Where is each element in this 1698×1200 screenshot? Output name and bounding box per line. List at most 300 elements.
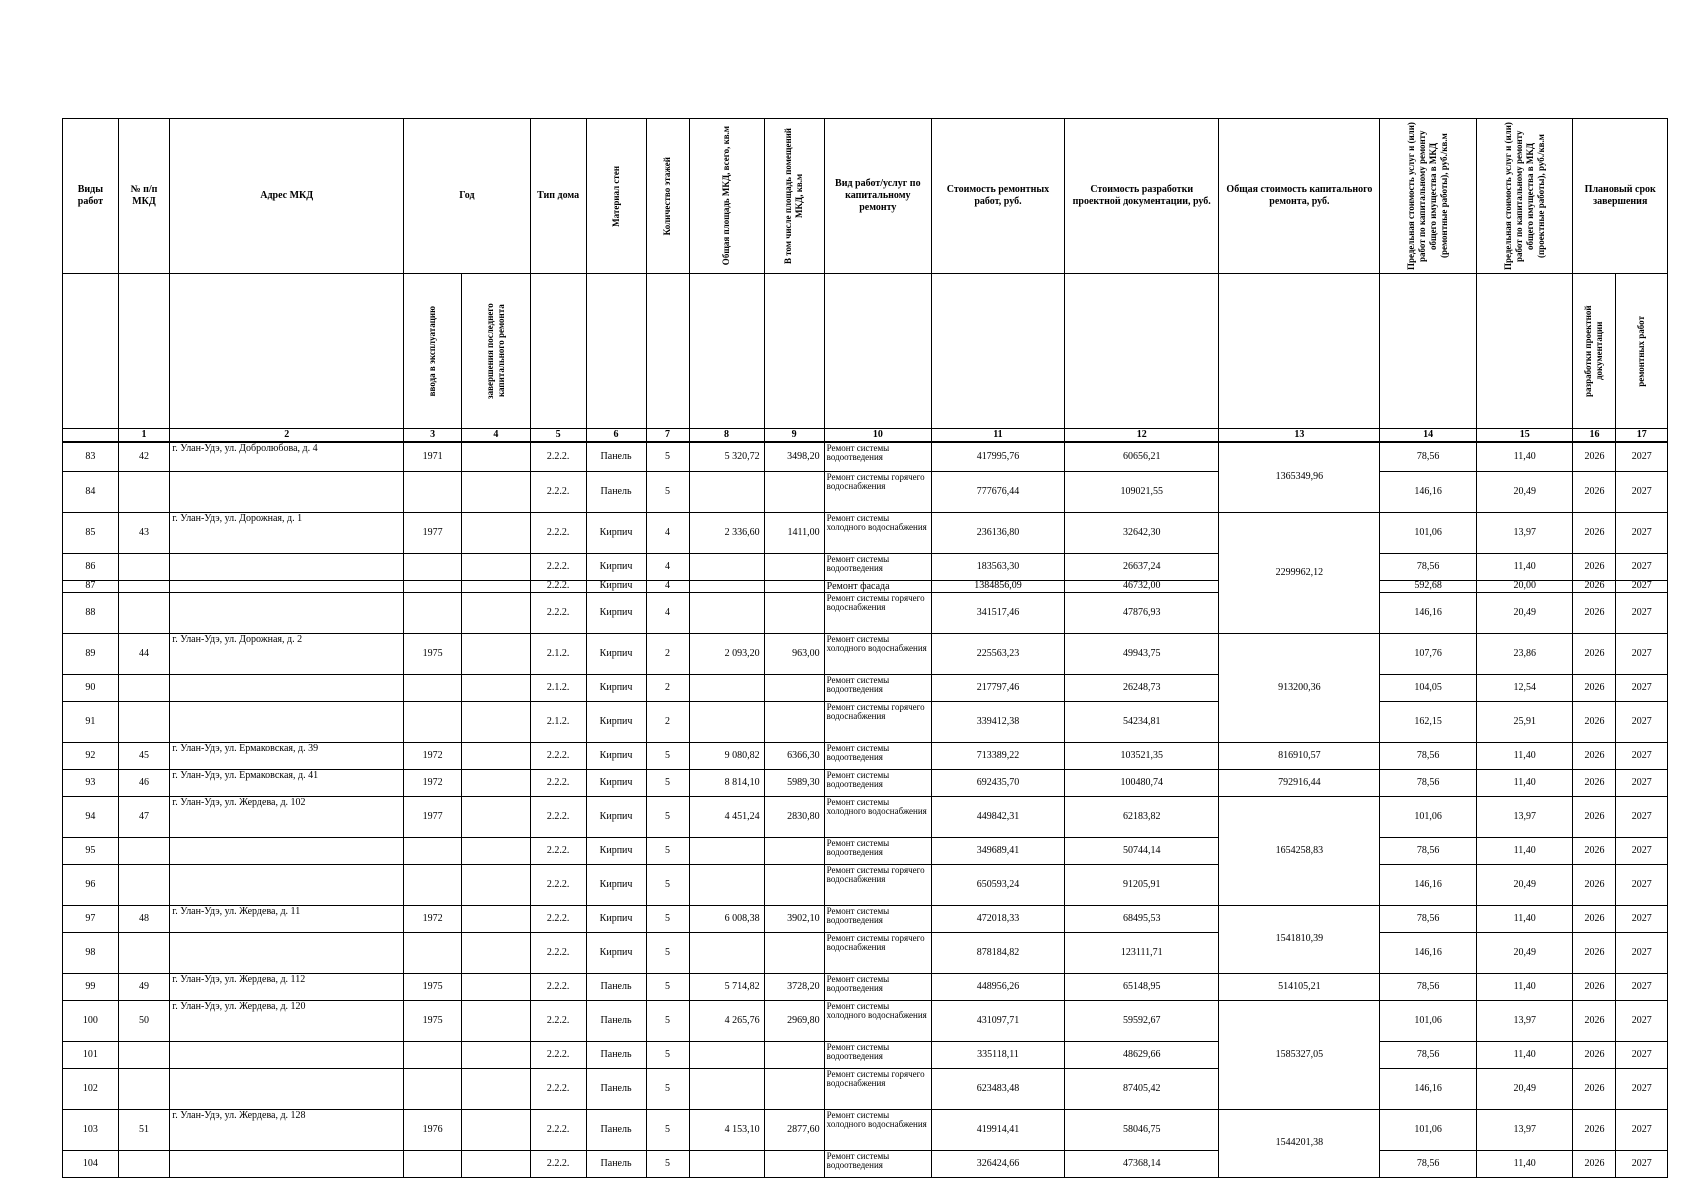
cell-year-last-repair — [462, 1150, 531, 1177]
cell-mkd-number — [118, 471, 169, 512]
cell-limit-repair: 78,56 — [1380, 1041, 1477, 1068]
cell-year-last-repair — [462, 512, 531, 553]
cell-premises-area — [764, 580, 824, 592]
table-row — [63, 1109, 1668, 1150]
cell-mkd-number — [118, 674, 169, 701]
cell-premises-area: 1411,00 — [764, 512, 824, 553]
cell-house-type: 2.2.2. — [530, 1068, 586, 1109]
cell-total-area: 4 265,76 — [689, 1000, 764, 1041]
cell-address: г. Улан-Удэ, ул. Дорожная, д. 1 — [170, 512, 404, 553]
cell-term-design: 2026 — [1573, 864, 1616, 905]
cell-repair-cost: 431097,71 — [931, 1000, 1064, 1041]
cell-wall-material: Панель — [586, 1000, 646, 1041]
cell-year-last-repair — [462, 580, 531, 592]
cell-address: г. Улан-Удэ, ул. Жердева, д. 120 — [170, 1000, 404, 1041]
cell-wall-material: Кирпич — [586, 512, 646, 553]
cell-limit-design: 20,00 — [1476, 580, 1573, 592]
cell-term-repair: 2027 — [1616, 973, 1668, 1000]
cell-total-area: 2 093,20 — [689, 633, 764, 674]
cell-house-type: 2.2.2. — [530, 1000, 586, 1041]
cell-limit-repair: 78,56 — [1380, 973, 1477, 1000]
cell-total-cost: 913200,36 — [1219, 633, 1380, 742]
header-address: Адрес МКД — [170, 119, 404, 274]
cell-total-area — [689, 580, 764, 592]
cell-year-last-repair — [462, 742, 531, 769]
cell-work-kind: Ремонт системы холодного водоснабжения — [824, 796, 931, 837]
cell-wall-material: Кирпич — [586, 837, 646, 864]
cell-repair-cost: 419914,41 — [931, 1109, 1064, 1150]
cell-total-area — [689, 1068, 764, 1109]
cell-mkd-number: 45 — [118, 742, 169, 769]
col-num-1: 1 — [118, 429, 169, 443]
table-row — [63, 1150, 1668, 1177]
cell-work-id: 91 — [63, 701, 119, 742]
cell-house-type: 2.2.2. — [530, 796, 586, 837]
cell-limit-repair: 101,06 — [1380, 512, 1477, 553]
cell-mkd-number — [118, 837, 169, 864]
cell-repair-cost: 713389,22 — [931, 742, 1064, 769]
cell-total-area: 2 336,60 — [689, 512, 764, 553]
cell-limit-repair: 78,56 — [1380, 1150, 1477, 1177]
cell-work-kind: Ремонт системы холодного водоснабжения — [824, 512, 931, 553]
cell-floors: 5 — [646, 932, 689, 973]
header-total-area: Общая площадь МКД, всего, кв.м — [689, 119, 764, 274]
cell-house-type: 2.2.2. — [530, 471, 586, 512]
header-limit-repair: Предельная стоимость услуг и (или) работ по капитальному ремонту общего имущества в МКД (ремонтные работы), руб./кв.м — [1380, 119, 1477, 274]
cell-term-repair: 2027 — [1616, 742, 1668, 769]
cell-work-id: 84 — [63, 471, 119, 512]
cell-work-kind: Ремонт системы горячего водоснабжения — [824, 701, 931, 742]
cell-design-cost: 60656,21 — [1064, 442, 1218, 471]
cell-limit-repair: 146,16 — [1380, 864, 1477, 905]
cell-work-kind: Ремонт системы водоотведения — [824, 674, 931, 701]
table-row — [63, 442, 1668, 471]
cell-repair-cost: 341517,46 — [931, 592, 1064, 633]
cell-term-design: 2026 — [1573, 580, 1616, 592]
cell-premises-area: 6366,30 — [764, 742, 824, 769]
cell-work-id: 98 — [63, 932, 119, 973]
cell-wall-material: Кирпич — [586, 742, 646, 769]
cell-design-cost: 65148,95 — [1064, 973, 1218, 1000]
cell-year-last-repair — [462, 837, 531, 864]
cell-total-cost: 1365349,96 — [1219, 442, 1380, 512]
cell-total-cost: 816910,57 — [1219, 742, 1380, 769]
col-num-7: 7 — [646, 429, 689, 443]
cell-term-design: 2026 — [1573, 1109, 1616, 1150]
cell-limit-design: 20,49 — [1476, 592, 1573, 633]
cell-work-kind: Ремонт системы водоотведения — [824, 553, 931, 580]
header-total-cost: Общая стоимость капитального ремонта, руб. — [1219, 119, 1380, 274]
cell-year-last-repair — [462, 633, 531, 674]
cell-mkd-number: 48 — [118, 905, 169, 932]
cell-limit-design: 11,40 — [1476, 905, 1573, 932]
cell-floors: 5 — [646, 1150, 689, 1177]
cell-term-repair: 2027 — [1616, 1109, 1668, 1150]
cell-address — [170, 674, 404, 701]
cell-limit-repair: 592,68 — [1380, 580, 1477, 592]
capital-repair-register-sheet — [62, 118, 1668, 1190]
capital-repair-table — [62, 118, 1668, 1178]
cell-term-repair: 2027 — [1616, 674, 1668, 701]
cell-year-commission: 1972 — [404, 905, 462, 932]
cell-address — [170, 1041, 404, 1068]
cell-wall-material: Панель — [586, 1041, 646, 1068]
cell-term-repair: 2027 — [1616, 1041, 1668, 1068]
table-row — [63, 701, 1668, 742]
header-floors: Количество этажей — [646, 119, 689, 274]
cell-wall-material: Кирпич — [586, 580, 646, 592]
cell-limit-design: 25,91 — [1476, 701, 1573, 742]
table-row — [63, 553, 1668, 580]
cell-address: г. Улан-Удэ, ул. Дорожная, д. 2 — [170, 633, 404, 674]
cell-floors: 2 — [646, 674, 689, 701]
cell-premises-area — [764, 701, 824, 742]
cell-work-id: 85 — [63, 512, 119, 553]
cell-limit-repair: 78,56 — [1380, 742, 1477, 769]
cell-floors: 5 — [646, 796, 689, 837]
cell-term-design: 2026 — [1573, 674, 1616, 701]
table-row — [63, 592, 1668, 633]
cell-year-commission — [404, 864, 462, 905]
cell-total-area — [689, 592, 764, 633]
cell-year-commission: 1977 — [404, 796, 462, 837]
table-row — [63, 633, 1668, 674]
cell-wall-material: Панель — [586, 973, 646, 1000]
cell-premises-area — [764, 864, 824, 905]
cell-term-design: 2026 — [1573, 905, 1616, 932]
cell-design-cost: 26637,24 — [1064, 553, 1218, 580]
cell-year-commission: 1972 — [404, 769, 462, 796]
cell-term-repair: 2027 — [1616, 633, 1668, 674]
cell-repair-cost: 777676,44 — [931, 471, 1064, 512]
cell-mkd-number: 46 — [118, 769, 169, 796]
cell-address — [170, 1150, 404, 1177]
cell-premises-area — [764, 1150, 824, 1177]
cell-term-repair: 2027 — [1616, 512, 1668, 553]
cell-work-kind: Ремонт системы водоотведения — [824, 1150, 931, 1177]
cell-year-last-repair — [462, 905, 531, 932]
cell-year-commission — [404, 1041, 462, 1068]
cell-mkd-number — [118, 553, 169, 580]
cell-limit-repair: 101,06 — [1380, 1000, 1477, 1041]
cell-mkd-number: 43 — [118, 512, 169, 553]
cell-floors: 5 — [646, 1041, 689, 1068]
cell-term-repair: 2027 — [1616, 442, 1668, 471]
cell-year-last-repair — [462, 701, 531, 742]
cell-total-area — [689, 1041, 764, 1068]
cell-premises-area — [764, 1068, 824, 1109]
cell-total-cost: 1541810,39 — [1219, 905, 1380, 973]
cell-wall-material: Кирпич — [586, 633, 646, 674]
cell-year-last-repair — [462, 864, 531, 905]
cell-work-id: 101 — [63, 1041, 119, 1068]
col-num-10: 10 — [824, 429, 931, 443]
cell-year-commission — [404, 701, 462, 742]
cell-limit-design: 11,40 — [1476, 742, 1573, 769]
cell-year-commission — [404, 674, 462, 701]
cell-design-cost: 50744,14 — [1064, 837, 1218, 864]
cell-mkd-number: 50 — [118, 1000, 169, 1041]
cell-house-type: 2.2.2. — [530, 442, 586, 471]
cell-year-last-repair — [462, 973, 531, 1000]
cell-work-kind: Ремонт системы холодного водоснабжения — [824, 1000, 931, 1041]
cell-repair-cost: 326424,66 — [931, 1150, 1064, 1177]
cell-design-cost: 59592,67 — [1064, 1000, 1218, 1041]
cell-premises-area: 5989,30 — [764, 769, 824, 796]
cell-term-design: 2026 — [1573, 742, 1616, 769]
header-row-main — [63, 119, 1668, 274]
cell-repair-cost: 692435,70 — [931, 769, 1064, 796]
cell-total-cost: 792916,44 — [1219, 769, 1380, 796]
cell-term-design: 2026 — [1573, 932, 1616, 973]
cell-year-last-repair — [462, 1041, 531, 1068]
cell-work-id: 87 — [63, 580, 119, 592]
header-number: № п/п МКД — [118, 119, 169, 274]
cell-work-id: 102 — [63, 1068, 119, 1109]
cell-limit-repair: 101,06 — [1380, 1109, 1477, 1150]
cell-limit-design: 20,49 — [1476, 864, 1573, 905]
cell-year-commission — [404, 553, 462, 580]
cell-work-kind: Ремонт системы холодного водоснабжения — [824, 633, 931, 674]
cell-floors: 5 — [646, 769, 689, 796]
cell-work-id: 83 — [63, 442, 119, 471]
cell-premises-area — [764, 592, 824, 633]
cell-term-repair: 2027 — [1616, 932, 1668, 973]
subheader-year-last-repair: завершения последнего капитального ремонта — [462, 274, 531, 429]
cell-term-design: 2026 — [1573, 837, 1616, 864]
cell-term-design: 2026 — [1573, 973, 1616, 1000]
cell-floors: 2 — [646, 633, 689, 674]
cell-design-cost: 87405,42 — [1064, 1068, 1218, 1109]
table-row — [63, 905, 1668, 932]
cell-mkd-number — [118, 864, 169, 905]
cell-house-type: 2.2.2. — [530, 553, 586, 580]
col-num-16: 16 — [1573, 429, 1616, 443]
cell-repair-cost: 349689,41 — [931, 837, 1064, 864]
cell-year-commission: 1977 — [404, 512, 462, 553]
cell-premises-area — [764, 674, 824, 701]
cell-floors: 5 — [646, 742, 689, 769]
cell-year-commission — [404, 471, 462, 512]
col-num-3: 3 — [404, 429, 462, 443]
cell-limit-design: 13,97 — [1476, 512, 1573, 553]
cell-floors: 5 — [646, 905, 689, 932]
cell-floors: 5 — [646, 1109, 689, 1150]
cell-year-commission: 1972 — [404, 742, 462, 769]
cell-work-kind: Ремонт системы горячего водоснабжения — [824, 864, 931, 905]
table-row — [63, 837, 1668, 864]
cell-year-commission: 1975 — [404, 1000, 462, 1041]
cell-house-type: 2.1.2. — [530, 701, 586, 742]
cell-design-cost: 26248,73 — [1064, 674, 1218, 701]
cell-premises-area: 3498,20 — [764, 442, 824, 471]
cell-premises-area: 963,00 — [764, 633, 824, 674]
cell-address — [170, 580, 404, 592]
cell-limit-repair: 78,56 — [1380, 905, 1477, 932]
cell-address: г. Улан-Удэ, ул. Добролюбова, д. 4 — [170, 442, 404, 471]
cell-mkd-number — [118, 932, 169, 973]
cell-work-kind: Ремонт системы водоотведения — [824, 973, 931, 1000]
table-row — [63, 932, 1668, 973]
table-row — [63, 973, 1668, 1000]
header-wall-material: Материал стен — [586, 119, 646, 274]
cell-floors: 5 — [646, 471, 689, 512]
cell-term-design: 2026 — [1573, 701, 1616, 742]
cell-address: г. Улан-Удэ, ул. Ермаковская, д. 39 — [170, 742, 404, 769]
cell-premises-area — [764, 932, 824, 973]
cell-year-last-repair — [462, 674, 531, 701]
cell-mkd-number: 42 — [118, 442, 169, 471]
cell-house-type: 2.1.2. — [530, 674, 586, 701]
cell-limit-repair: 107,76 — [1380, 633, 1477, 674]
cell-wall-material: Панель — [586, 442, 646, 471]
cell-limit-design: 13,97 — [1476, 1000, 1573, 1041]
cell-floors: 2 — [646, 701, 689, 742]
cell-total-area — [689, 1150, 764, 1177]
cell-repair-cost: 335118,11 — [931, 1041, 1064, 1068]
cell-house-type: 2.2.2. — [530, 973, 586, 1000]
table-row — [63, 674, 1668, 701]
cell-wall-material: Панель — [586, 1150, 646, 1177]
cell-mkd-number — [118, 701, 169, 742]
cell-total-area: 4 451,24 — [689, 796, 764, 837]
cell-work-kind: Ремонт системы горячего водоснабжения — [824, 471, 931, 512]
cell-design-cost: 48629,66 — [1064, 1041, 1218, 1068]
cell-term-design: 2026 — [1573, 442, 1616, 471]
cell-design-cost: 68495,53 — [1064, 905, 1218, 932]
cell-year-last-repair — [462, 471, 531, 512]
cell-term-design: 2026 — [1573, 1150, 1616, 1177]
cell-repair-cost: 417995,76 — [931, 442, 1064, 471]
col-num-14: 14 — [1380, 429, 1477, 443]
cell-limit-repair: 146,16 — [1380, 471, 1477, 512]
cell-year-commission — [404, 1068, 462, 1109]
cell-total-area — [689, 837, 764, 864]
cell-wall-material: Кирпич — [586, 592, 646, 633]
cell-limit-repair: 104,05 — [1380, 674, 1477, 701]
cell-premises-area: 2969,80 — [764, 1000, 824, 1041]
cell-year-last-repair — [462, 932, 531, 973]
cell-term-repair: 2027 — [1616, 769, 1668, 796]
cell-design-cost: 109021,55 — [1064, 471, 1218, 512]
table-row — [63, 769, 1668, 796]
cell-floors: 5 — [646, 1068, 689, 1109]
cell-year-last-repair — [462, 442, 531, 471]
cell-work-id: 103 — [63, 1109, 119, 1150]
cell-year-commission: 1976 — [404, 1109, 462, 1150]
cell-premises-area — [764, 553, 824, 580]
cell-work-id: 96 — [63, 864, 119, 905]
cell-work-kind: Ремонт системы водоотведения — [824, 442, 931, 471]
cell-design-cost: 123111,71 — [1064, 932, 1218, 973]
cell-work-kind: Ремонт системы водоотведения — [824, 742, 931, 769]
cell-work-kind: Ремонт системы горячего водоснабжения — [824, 1068, 931, 1109]
cell-house-type: 2.2.2. — [530, 580, 586, 592]
cell-term-repair: 2027 — [1616, 1068, 1668, 1109]
cell-work-id: 88 — [63, 592, 119, 633]
cell-design-cost: 46732,00 — [1064, 580, 1218, 592]
table-row — [63, 796, 1668, 837]
cell-term-repair: 2027 — [1616, 553, 1668, 580]
cell-repair-cost: 650593,24 — [931, 864, 1064, 905]
cell-year-commission — [404, 932, 462, 973]
col-num-11: 11 — [931, 429, 1064, 443]
cell-work-id: 92 — [63, 742, 119, 769]
cell-total-area — [689, 932, 764, 973]
cell-work-id: 99 — [63, 973, 119, 1000]
header-row-sub — [63, 274, 1668, 429]
cell-limit-design: 11,40 — [1476, 973, 1573, 1000]
cell-limit-design: 11,40 — [1476, 442, 1573, 471]
cell-house-type: 2.2.2. — [530, 769, 586, 796]
cell-term-design: 2026 — [1573, 1041, 1616, 1068]
cell-work-id: 89 — [63, 633, 119, 674]
cell-term-repair: 2027 — [1616, 471, 1668, 512]
cell-repair-cost: 448956,26 — [931, 973, 1064, 1000]
column-numbers-row — [63, 429, 1668, 443]
cell-work-id: 94 — [63, 796, 119, 837]
cell-limit-repair: 78,56 — [1380, 769, 1477, 796]
header-repair-cost: Стоимость ремонтных работ, руб. — [931, 119, 1064, 274]
cell-floors: 5 — [646, 1000, 689, 1041]
cell-term-repair: 2027 — [1616, 837, 1668, 864]
cell-repair-cost: 236136,80 — [931, 512, 1064, 553]
cell-house-type: 2.2.2. — [530, 932, 586, 973]
cell-wall-material: Панель — [586, 1068, 646, 1109]
cell-limit-design: 23,86 — [1476, 633, 1573, 674]
cell-term-repair: 2027 — [1616, 1150, 1668, 1177]
cell-term-repair: 2027 — [1616, 796, 1668, 837]
cell-house-type: 2.2.2. — [530, 1109, 586, 1150]
col-num-2: 2 — [170, 429, 404, 443]
cell-design-cost: 100480,74 — [1064, 769, 1218, 796]
col-num-8: 8 — [689, 429, 764, 443]
cell-mkd-number: 44 — [118, 633, 169, 674]
cell-floors: 5 — [646, 973, 689, 1000]
cell-address: г. Улан-Удэ, ул. Ермаковская, д. 41 — [170, 769, 404, 796]
cell-design-cost: 32642,30 — [1064, 512, 1218, 553]
cell-wall-material: Кирпич — [586, 701, 646, 742]
cell-total-area: 4 153,10 — [689, 1109, 764, 1150]
cell-design-cost: 58046,75 — [1064, 1109, 1218, 1150]
cell-house-type: 2.2.2. — [530, 742, 586, 769]
cell-limit-repair: 162,15 — [1380, 701, 1477, 742]
cell-work-id: 90 — [63, 674, 119, 701]
cell-premises-area — [764, 1041, 824, 1068]
cell-repair-cost: 623483,48 — [931, 1068, 1064, 1109]
cell-address — [170, 932, 404, 973]
cell-house-type: 2.2.2. — [530, 905, 586, 932]
cell-limit-design: 20,49 — [1476, 932, 1573, 973]
cell-house-type: 2.2.2. — [530, 512, 586, 553]
cell-mkd-number: 49 — [118, 973, 169, 1000]
cell-repair-cost: 183563,30 — [931, 553, 1064, 580]
col-num-9: 9 — [764, 429, 824, 443]
cell-limit-design: 12,54 — [1476, 674, 1573, 701]
table-row — [63, 1068, 1668, 1109]
cell-wall-material: Кирпич — [586, 769, 646, 796]
cell-work-kind: Ремонт системы водоотведения — [824, 837, 931, 864]
cell-term-design: 2026 — [1573, 553, 1616, 580]
cell-year-last-repair — [462, 796, 531, 837]
header-limit-design: Предельная стоимость услуг и (или) работ по капитальному ремонту общего имущества в МКД (проектные работы), руб./кв.м — [1476, 119, 1573, 274]
cell-year-last-repair — [462, 1068, 531, 1109]
cell-address — [170, 592, 404, 633]
cell-total-cost: 1544201,38 — [1219, 1109, 1380, 1177]
header-plan-term: Плановый срок завершения — [1573, 119, 1668, 274]
cell-repair-cost: 225563,23 — [931, 633, 1064, 674]
cell-house-type: 2.2.2. — [530, 592, 586, 633]
